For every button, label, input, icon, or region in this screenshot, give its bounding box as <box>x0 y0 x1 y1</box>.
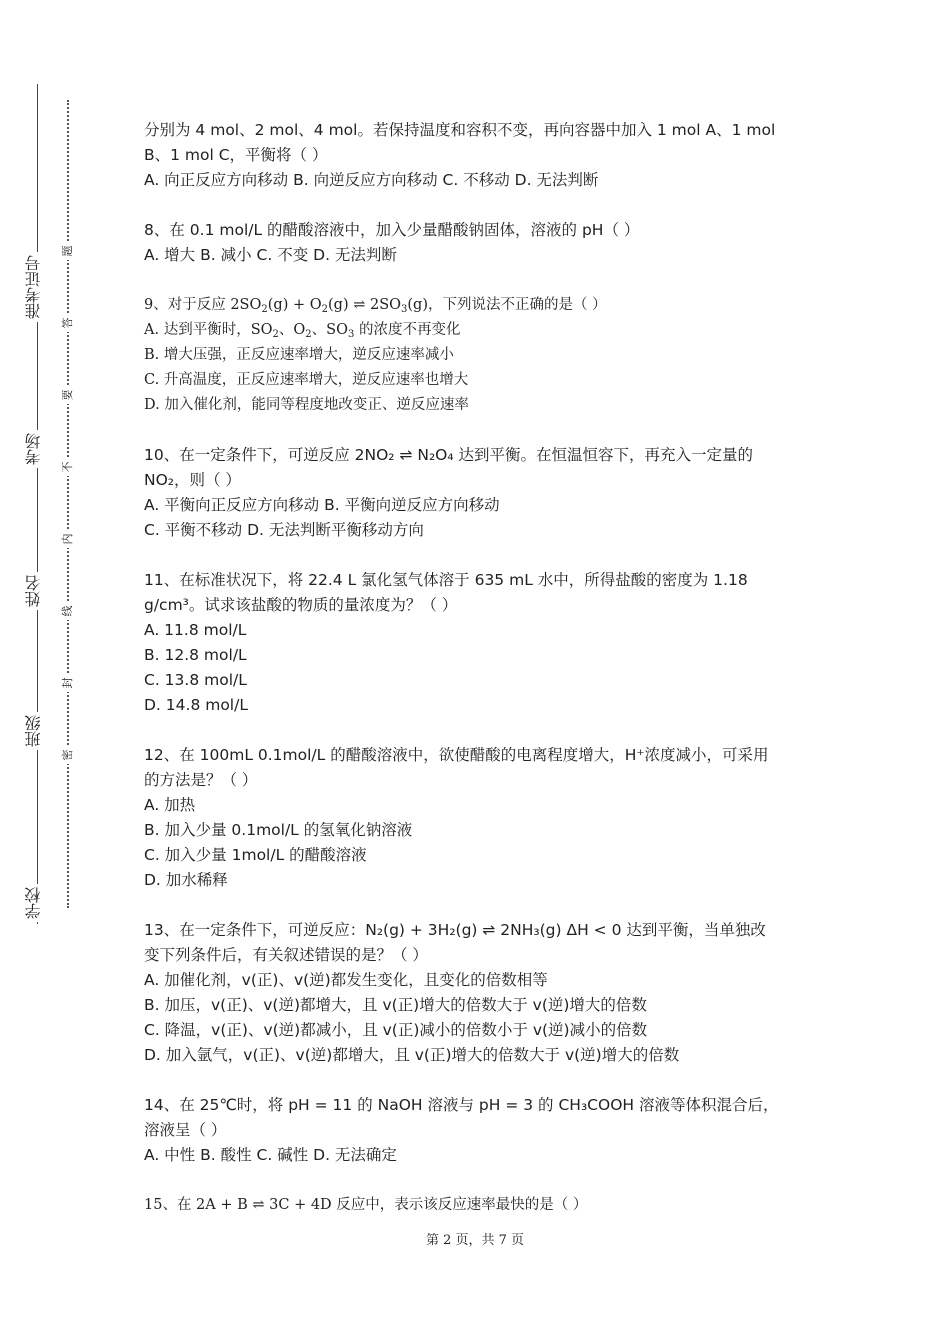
q10-line: 10、在一定条件下，可逆反应 2NO₂ ⇌ N₂O₄ 达到平衡。在恒温恒容下，再充入一定量的 <box>144 446 754 464</box>
binding-line-solid <box>37 84 38 924</box>
q13-option-b: B. 加压，v(正)、v(逆)都增大，且 v(正)增大的倍数大于 v(逆)增大的倍数 <box>144 996 647 1014</box>
q10-options: C. 平衡不移动 D. 无法判断平衡移动方向 <box>144 521 424 539</box>
q13-option-d: D. 加入氩气，v(正)、v(逆)都增大，且 v(正)增大的倍数大于 v(逆)增大的倍数 <box>144 1046 680 1064</box>
seal-char: 封 <box>59 674 77 692</box>
q9-option-d: D. 加入催化剂，能同等程度地改变正、逆反应速率 <box>144 397 469 413</box>
q11-option-a: A. 11.8 mol/L <box>144 621 247 639</box>
q9-option-c: C. 升高温度，正反应速率增大，逆反应速率也增大 <box>144 372 469 388</box>
q13-line: 13、在一定条件下，可逆反应：N₂(g) + 3H₂(g) ⇌ 2NH₃(g) ΔH < 0 达到平衡，当单独改 <box>144 921 766 939</box>
label-name: 姓名 <box>20 572 48 610</box>
q14-line: 溶液呈（ ） <box>144 1121 227 1139</box>
label-exam-id: 准考证号 <box>20 252 48 322</box>
q12-line: 12、在 100mL 0.1mol/L 的醋酸溶液中，欲使醋酸的电离程度增大，H⁺浓度减小，可采用 <box>144 746 769 764</box>
q11-line: 11、在标准状况下，将 22.4 L 氯化氢气体溶于 635 mL 水中，所得盐酸的密度为 1.18 <box>144 571 748 589</box>
q11-option-b: B. 12.8 mol/L <box>144 646 247 664</box>
q11-option-d: D. 14.8 mol/L <box>144 696 248 714</box>
q14-line: 14、在 25℃时，将 pH = 11 的 NaOH 溶液与 pH = 3 的 CH₃COOH 溶液等体积混合后， <box>144 1096 779 1114</box>
question-content <box>144 118 814 1218</box>
q13-option-a: A. 加催化剂，v(正)、v(逆)都发生变化，且变化的倍数相等 <box>144 971 548 989</box>
q13-option-c: C. 降温，v(正)、v(逆)都减小，且 v(正)减小的倍数小于 v(逆)减小的倍数 <box>144 1021 648 1039</box>
seal-char: 答 <box>59 314 77 332</box>
q13-line: 变下列条件后，有关叙述错误的是？（ ） <box>144 946 428 964</box>
q12-line: 的方法是？（ ） <box>144 771 258 789</box>
label-school: 学校 <box>20 884 48 922</box>
q11-line: g/cm³。试求该盐酸的物质的量浓度为？（ ） <box>144 596 458 614</box>
seal-char: 内 <box>59 530 77 548</box>
q12-option-d: D. 加水稀释 <box>144 871 228 889</box>
q9-stem: 9、对于反应 $2SO_2(g) + O_2(g)$ ⇌ $2SO_3(g)$，下列说法不正确的是（ ） <box>144 297 607 315</box>
seal-char: 题 <box>59 242 77 260</box>
binding-line-dotted <box>67 100 69 908</box>
q8-options: A. 增大 B. 减小 C. 不变 D. 无法判断 <box>144 246 397 264</box>
q10-line: NO₂，则（ ） <box>144 471 241 489</box>
page-footer: 第 2 页，共 7 页 <box>425 1233 525 1248</box>
q15-stem: 15、在 2A + B ⇌ 3C + 4D 反应中，表示该反应速率最快的是（ ） <box>144 1197 588 1213</box>
q9-option-b: B. 增大压强，正反应速率增大，逆反应速率减小 <box>144 347 454 363</box>
q7-options: A. 向正反应方向移动 B. 向逆反应方向移动 C. 不移动 D. 无法判断 <box>144 171 599 189</box>
q7-line: B、1 mol C，平衡将（ ） <box>144 146 328 164</box>
seal-char: 线 <box>59 602 77 620</box>
q10-options: A. 平衡向正反应方向移动 B. 平衡向逆反应方向移动 <box>144 496 500 514</box>
seal-char: 不 <box>59 458 77 476</box>
q14-options: A. 中性 B. 酸性 C. 碱性 D. 无法确定 <box>144 1146 397 1164</box>
q8-stem: 8、在 0.1 mol/L 的醋酸溶液中，加入少量醋酸钠固体，溶液的 pH（ ） <box>144 221 640 239</box>
q7-line: 分别为 4 mol、2 mol、4 mol。若保持温度和容积不变，再向容器中加入 1 mol A、1 mol <box>144 121 776 139</box>
q11-option-c: C. 13.8 mol/L <box>144 671 247 689</box>
seal-char: 要 <box>59 386 77 404</box>
label-class: 班级 <box>20 712 48 750</box>
seal-char: 密 <box>59 746 77 764</box>
label-exam-room: 考场 <box>20 430 48 468</box>
q12-option-b: B. 加入少量 0.1mol/L 的氢氧化钠溶液 <box>144 821 413 839</box>
q12-option-c: C. 加入少量 1mol/L 的醋酸溶液 <box>144 846 367 864</box>
q9-option-a: A. 达到平衡时，$SO_2$、$O_2$、$SO_3$ 的浓度不再变化 <box>144 322 461 340</box>
q12-option-a: A. 加热 <box>144 796 196 814</box>
